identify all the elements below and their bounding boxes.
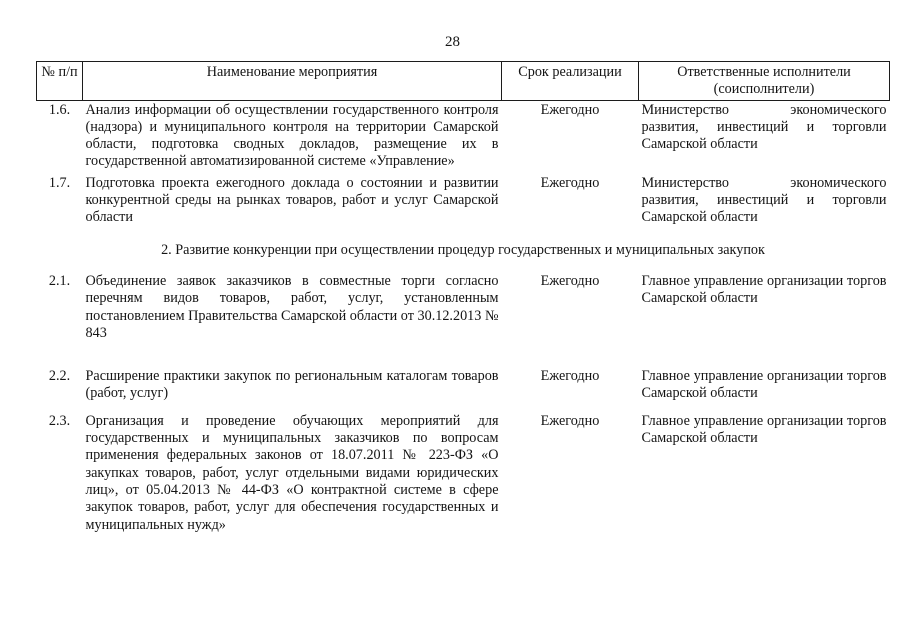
measure-name: Организация и проведение обучающих мероприятий для государственных и муниципальных заказчиков по вопросам применения федеральных законов от 18.07.2011 № 223-ФЗ «О закупках товаров, работ, услуг отдельными видами юридических лиц», от 05.04.2013 № 44-ФЗ «О контрактной системе в сфере закупок товаров, работ, услуг для обеспечения государственных и муниципальных нужд» (85, 412, 499, 533)
row-number: 2.2. (48, 368, 71, 385)
section-heading-row (37, 227, 890, 273)
measure-name: Расширение практики закупок по региональным каталогам товаров (работ, услуг) (85, 368, 499, 402)
row-number: 2.1. (48, 272, 71, 289)
row-number: 1.6. (48, 101, 71, 118)
table-row (37, 100, 890, 171)
responsible: Главное управление организации торгов Самарской области (641, 272, 887, 307)
table-row (37, 403, 890, 534)
responsible: Главное управление организации торгов Самарской области (641, 368, 887, 402)
header-responsible: Ответственные исполнители (соисполнители) (639, 62, 890, 101)
row-number: 1.7. (48, 174, 71, 191)
table-row (37, 273, 890, 342)
page-number: 28 (445, 34, 460, 50)
measure-name: Подготовка проекта ежегодного доклада о состоянии и развитии конкурентной среды на рынках товаров, работ и услуг Самарской области (85, 174, 499, 226)
responsible: Министерство экономического развития, инвестиций и торговли Самарской области (641, 101, 887, 153)
term: Ежегодно (540, 272, 600, 289)
measure-name: Анализ информации об осуществлении государственного контроля (надзора) и муниципального контроля на территории Самарской области, подготовка сводных докладов, размещение их в государственной автоматизированной системе «Управление» (85, 101, 499, 170)
section-heading: 2. Развитие конкуренции при осуществлении процедур государственных и муниципальных закупок (161, 241, 765, 258)
term: Ежегодно (540, 101, 600, 118)
header-number: № п/п (37, 62, 83, 101)
term: Ежегодно (540, 368, 600, 385)
term: Ежегодно (540, 174, 600, 191)
measures-table (36, 61, 890, 534)
table-header-row (37, 62, 890, 101)
responsible: Главное управление организации торгов Самарской области (641, 412, 887, 447)
table-row (37, 342, 890, 403)
responsible: Министерство экономического развития, инвестиций и торговли Самарской области (641, 174, 887, 226)
header-measure-name: Наименование мероприятия (83, 62, 502, 101)
table-row (37, 171, 890, 227)
measure-name: Объединение заявок заказчиков в совместные торги согласно перечням видов товаров, работ, услуг, установленным постановлением Правительства Самарской области от 30.12.2013 № 843 (85, 272, 499, 341)
header-term: Срок реализации (502, 62, 639, 101)
term: Ежегодно (540, 412, 600, 429)
row-number: 2.3. (48, 412, 71, 429)
